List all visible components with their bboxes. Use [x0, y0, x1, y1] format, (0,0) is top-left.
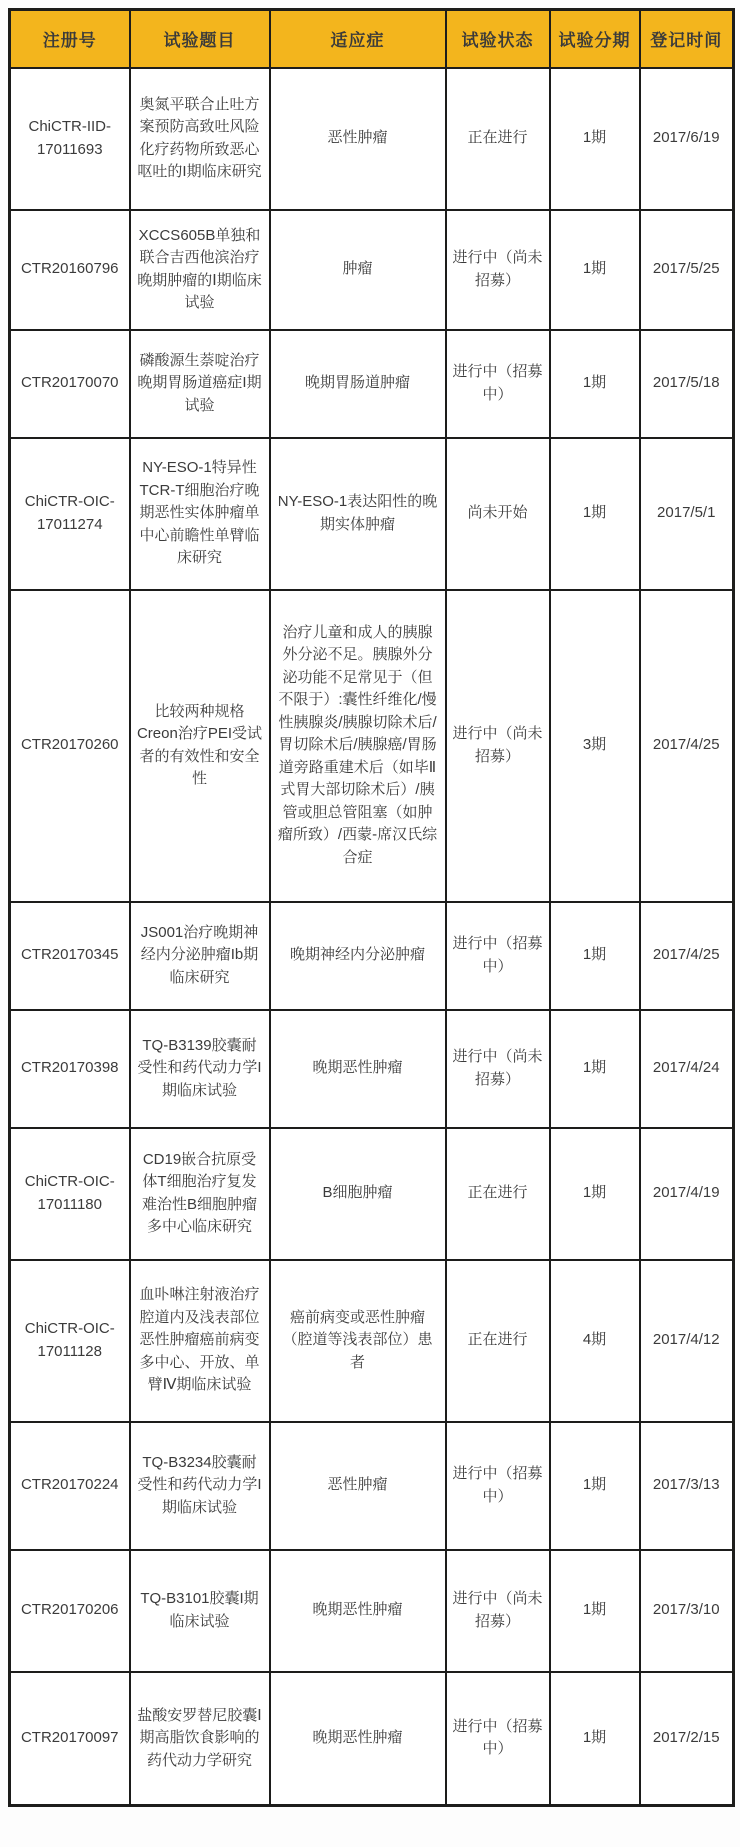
cell-indication: 晚期恶性肿瘤 [270, 1672, 446, 1806]
cell-registration-number: CTR20170224 [10, 1422, 130, 1550]
cell-trial-title: TQ-B3139胶囊耐受性和药代动力学I期临床试验 [130, 1010, 270, 1128]
cell-indication: B细胞肿瘤 [270, 1128, 446, 1260]
cell-trial-title: JS001治疗晚期神经内分泌肿瘤Ib期临床研究 [130, 902, 270, 1010]
cell-registration-number: CTR20170398 [10, 1010, 130, 1128]
cell-trial-title: CD19嵌合抗原受体T细胞治疗复发难治性B细胞肿瘤多中心临床研究 [130, 1128, 270, 1260]
col-header-registration-number: 注册号 [10, 10, 130, 68]
cell-registration-number: ChiCTR-IID-17011693 [10, 68, 130, 210]
cell-trial-phase: 1期 [550, 1010, 640, 1128]
table-row [10, 1128, 734, 1260]
table-row [10, 1260, 734, 1422]
cell-registration-number: CTR20170345 [10, 902, 130, 1010]
col-header-trial-title: 试验题目 [130, 10, 270, 68]
cell-registration-date: 2017/4/25 [640, 590, 734, 902]
cell-registration-date: 2017/5/1 [640, 438, 734, 590]
cell-trial-status: 进行中（尚未招募） [446, 210, 550, 330]
col-header-registration-date: 登记时间 [640, 10, 734, 68]
cell-trial-status: 正在进行 [446, 1260, 550, 1422]
cell-trial-status: 进行中（尚未招募） [446, 1550, 550, 1672]
cell-registration-date: 2017/4/12 [640, 1260, 734, 1422]
table-row [10, 1422, 734, 1550]
cell-trial-title: 血卟啉注射液治疗腔道内及浅表部位恶性肿瘤癌前病变多中心、开放、单臂Ⅳ期临床试验 [130, 1260, 270, 1422]
cell-trial-title: 比较两种规格Creon治疗PEI受试者的有效性和安全性 [130, 590, 270, 902]
cell-registration-number: CTR20170097 [10, 1672, 130, 1806]
cell-indication: 肿瘤 [270, 210, 446, 330]
cell-registration-date: 2017/3/10 [640, 1550, 734, 1672]
cell-indication: 治疗儿童和成人的胰腺外分泌不足。胰腺外分泌功能不足常见于（但不限于）:囊性纤维化/慢性胰腺炎/胰腺切除术后/胃切除术后/胰腺癌/胃肠道旁路重建术后（如毕Ⅱ式胃大部切除术后）/胰管或胆总管阻塞（如肿瘤所致）/西蒙-席汉氏综合症 [270, 590, 446, 902]
cell-trial-status: 正在进行 [446, 1128, 550, 1260]
table-row [10, 1010, 734, 1128]
cell-registration-date: 2017/3/13 [640, 1422, 734, 1550]
cell-trial-status: 正在进行 [446, 68, 550, 210]
cell-trial-phase: 3期 [550, 590, 640, 902]
cell-trial-phase: 1期 [550, 1672, 640, 1806]
cell-registration-number: ChiCTR-OIC-17011128 [10, 1260, 130, 1422]
cell-trial-phase: 1期 [550, 1128, 640, 1260]
col-header-trial-phase: 试验分期 [550, 10, 640, 68]
cell-trial-phase: 1期 [550, 210, 640, 330]
cell-trial-status: 进行中（尚未招募） [446, 1010, 550, 1128]
header-row [10, 10, 734, 68]
table-row [10, 1550, 734, 1672]
col-header-trial-status: 试验状态 [446, 10, 550, 68]
cell-trial-status: 进行中（招募中） [446, 902, 550, 1010]
cell-trial-title: 奥氮平联合止吐方案预防高致吐风险化疗药物所致恶心呕吐的I期临床研究 [130, 68, 270, 210]
cell-trial-phase: 1期 [550, 1550, 640, 1672]
cell-trial-title: XCCS605B单独和联合吉西他滨治疗晚期肿瘤的Ⅰ期临床试验 [130, 210, 270, 330]
cell-trial-phase: 1期 [550, 68, 640, 210]
cell-registration-number: ChiCTR-OIC-17011180 [10, 1128, 130, 1260]
cell-trial-title: TQ-B3101胶囊I期临床试验 [130, 1550, 270, 1672]
cell-indication: 癌前病变或恶性肿瘤（腔道等浅表部位）患者 [270, 1260, 446, 1422]
cell-registration-date: 2017/5/18 [640, 330, 734, 438]
cell-registration-date: 2017/4/19 [640, 1128, 734, 1260]
table-row [10, 590, 734, 902]
table-row [10, 438, 734, 590]
cell-trial-status: 进行中（招募中） [446, 1672, 550, 1806]
table-row [10, 68, 734, 210]
cell-trial-phase: 1期 [550, 1422, 640, 1550]
col-header-indication: 适应症 [270, 10, 446, 68]
table-row [10, 902, 734, 1010]
cell-trial-status: 进行中（尚未招募） [446, 590, 550, 902]
cell-registration-date: 2017/6/19 [640, 68, 734, 210]
cell-registration-number: CTR20170206 [10, 1550, 130, 1672]
cell-registration-date: 2017/4/25 [640, 902, 734, 1010]
cell-trial-title: 磷酸源生萘啶治疗晚期胃肠道癌症I期试验 [130, 330, 270, 438]
cell-indication: 晚期胃肠道肿瘤 [270, 330, 446, 438]
cell-registration-number: ChiCTR-OIC-17011274 [10, 438, 130, 590]
cell-trial-status: 进行中（招募中） [446, 1422, 550, 1550]
cell-indication: 晚期神经内分泌肿瘤 [270, 902, 446, 1010]
cell-trial-phase: 4期 [550, 1260, 640, 1422]
cell-trial-title: NY-ESO-1特异性TCR-T细胞治疗晚期恶性实体肿瘤单中心前瞻性单臂临床研究 [130, 438, 270, 590]
table-row [10, 330, 734, 438]
table-row [10, 210, 734, 330]
cell-trial-phase: 1期 [550, 330, 640, 438]
cell-registration-number: CTR20170070 [10, 330, 130, 438]
cell-indication: 恶性肿瘤 [270, 68, 446, 210]
cell-registration-date: 2017/4/24 [640, 1010, 734, 1128]
cell-indication: 晚期恶性肿瘤 [270, 1550, 446, 1672]
cell-trial-title: TQ-B3234胶囊耐受性和药代动力学I期临床试验 [130, 1422, 270, 1550]
cell-indication: NY-ESO-1表达阳性的晚期实体肿瘤 [270, 438, 446, 590]
cell-registration-number: CTR20160796 [10, 210, 130, 330]
cell-trial-phase: 1期 [550, 438, 640, 590]
cell-indication: 晚期恶性肿瘤 [270, 1010, 446, 1128]
cell-trial-phase: 1期 [550, 902, 640, 1010]
cell-trial-status: 尚未开始 [446, 438, 550, 590]
cell-trial-title: 盐酸安罗替尼胶囊Ⅰ期高脂饮食影响的药代动力学研究 [130, 1672, 270, 1806]
cell-trial-status: 进行中（招募中） [446, 330, 550, 438]
cell-registration-date: 2017/2/15 [640, 1672, 734, 1806]
clinical-trials-table [8, 8, 735, 1807]
table-row [10, 1672, 734, 1806]
cell-registration-number: CTR20170260 [10, 590, 130, 902]
cell-indication: 恶性肿瘤 [270, 1422, 446, 1550]
cell-registration-date: 2017/5/25 [640, 210, 734, 330]
